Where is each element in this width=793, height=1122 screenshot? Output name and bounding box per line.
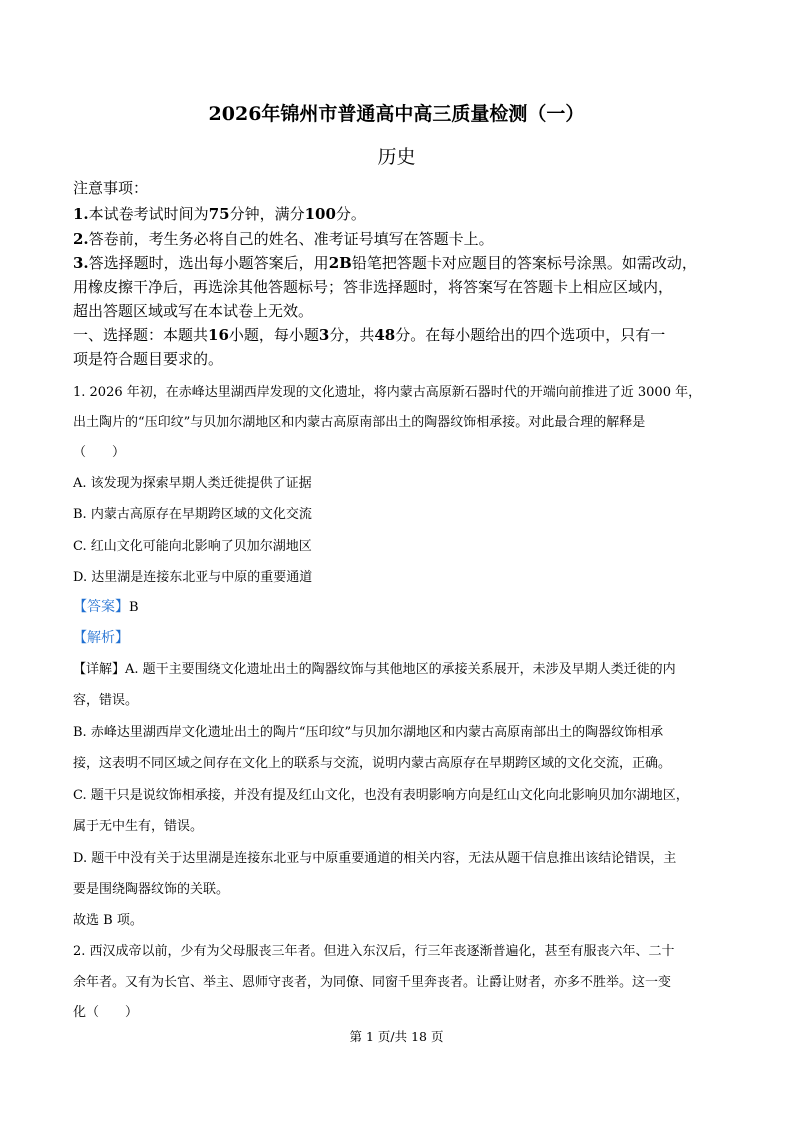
q1-answer [73,596,139,616]
q1-stem-line-3: （ ） [73,445,126,460]
notice-item-3-line-3: 超出答题区域或写在本试卷上无效。 [73,302,314,320]
analysis-label: 【解析】 [73,630,129,646]
answer-label: 【答案】 [73,599,129,615]
notice-item-1: 1.本试卷考试时间为75分钟，满分100分。 [73,205,366,223]
q2-stem-line-3: 化（ ） [73,1005,139,1020]
q1-detail-line-3: B. 赤峰达里湖西岸文化遗址出土的陶片“压印纹”与贝加尔湖地区和内蒙古高原南部出土的陶器纹饰相承 [73,725,664,740]
q1-option-d: D. 达里湖是连接东北亚与中原的重要通道 [73,570,313,585]
q1-option-c: C. 红山文化可能向北影响了贝加尔湖地区 [73,539,312,554]
q1-detail-line-5: C. 题干只是说纹饰相承接，并没有提及红山文化，也没有表明影响方向是红山文化向北影响贝加尔湖地区， [73,788,689,803]
subject-title: 历史 [377,146,416,168]
q2-stem-line-1: 2. 西汉成帝以前，少有为父母服丧三年者。但进入东汉后，行三年丧逐渐普遍化，甚至有服丧六年、二十 [73,944,675,959]
q1-option-b: B. 内蒙古高原存在早期跨区域的文化交流 [73,507,312,522]
q2-stem-line-2: 余年者。又有为长官、举主、恩师守丧者，为同僚、同窗千里奔丧者。让爵让财者，亦多不胜举。这一变 [73,975,672,990]
notice-item-3-line-2: 用橡皮擦干净后，再选涂其他答题标号；答非选择题时，将答案写在答题卡上相应区域内， [73,278,674,296]
notice-item-3: 3.答选择题时，选出每小题答案后，用2B铅笔把答题卡对应题目的答案标号涂黑。如需改动， [73,254,697,272]
q1-stem-line-2: 出土陶片的“压印纹”与贝加尔湖地区和内蒙古高原南部出土的陶器纹饰相承接。对此最合理的解释是 [73,415,646,430]
answer-value: B [129,600,139,615]
page-number: 第 1 页/共 18 页 [349,1029,444,1044]
q1-detail-line-2: 容，错误。 [73,693,139,708]
q1-detail-line-4: 接，这表明不同区域之间存在文化上的联系与交流，说明内蒙古高原存在早期跨区域的文化交流，正确。 [73,756,672,771]
notice-item-2: 2.答卷前，考生务必将自己的姓名、准考证号填写在答题卡上。 [73,230,494,248]
notice-heading: 注意事项： [73,179,149,197]
exam-title: 2026年锦州市普通高中高三质量检测（一） [208,103,585,125]
section-heading-line-2: 项是符合题目要求的。 [73,350,224,368]
q1-detail-line-7: D. 题干中没有关于达里湖是连接东北亚与中原重要通道的相关内容，无法从题干信息推出该结论错误，主 [73,851,677,866]
q1-option-a: A. 该发现为探索早期人类迁徙提供了证据 [73,476,312,491]
q1-detail-line-8: 要是围绕陶器纹饰的关联。 [73,882,230,897]
section-heading: 一、选择题：本题共16小题，每小题3分，共48分。在每小题给出的四个选项中，只有一 [73,326,666,344]
q1-stem-line-1: 1. 2026 年初，在赤峰达里湖西岸发现的文化遗址，将内蒙古高原新石器时代的开端向前推进了近 3000 年， [73,385,702,400]
q1-detail-line-1: 【详解】A. 题干主要围绕文化遗址出土的陶器纹饰与其他地区的承接关系展开，未涉及早期人类迁徙的内 [73,662,676,677]
q1-conclusion: 故选 B 项。 [73,913,143,928]
q1-detail-line-6: 属于无中生有，错误。 [73,819,204,834]
